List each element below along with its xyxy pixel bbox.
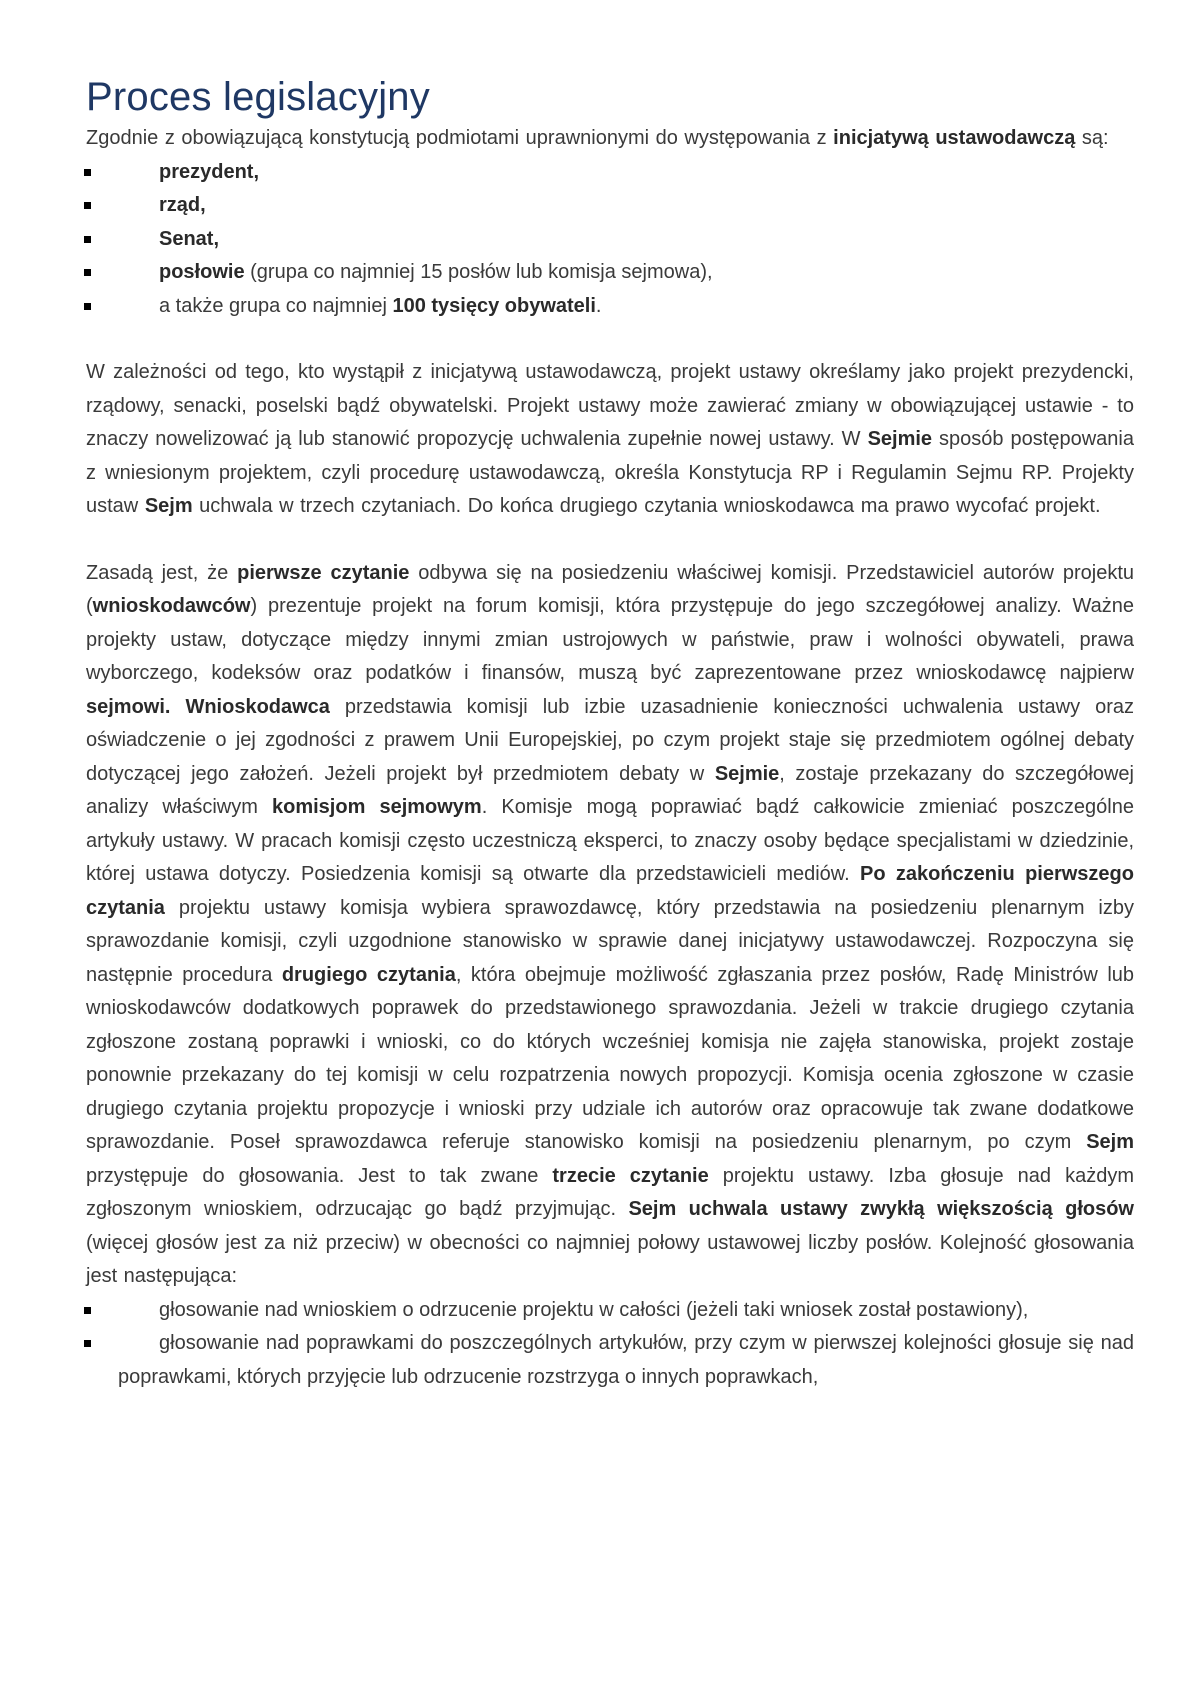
bullet-icon <box>84 169 91 176</box>
bold-text: sejmowi. Wnioskodawca <box>86 695 330 718</box>
text-run: Zasadą jest, że <box>86 561 238 584</box>
bold-text: Sejm <box>144 495 193 517</box>
bold-text: Senat, <box>159 227 220 250</box>
text-run: przystępuje do głosowania. Jest to tak zwane <box>86 1164 553 1187</box>
bullet-icon <box>84 236 91 243</box>
text-run: przedstawia komisji lub izbie uzasadnienie konieczności uchwalenia ustawy oraz oświadczenie o jej zgodności z prawem Unii Europejskiej, po czym projekt staje się przedmiotem ogólnej debaty dotyczącej jego założeń. Jeżeli projekt był przedmiotem debaty w <box>86 695 1134 785</box>
voting-order-list <box>86 1294 1134 1395</box>
text-run: . <box>595 294 602 317</box>
text-run: , zostaje przekazany do szczegółowej analizy właściwym <box>86 762 1134 818</box>
text-run: . Komisje mogą poprawiać bądź całkowicie zmieniać poszczególne artykuły ustawy. W pracach komisji często uczestniczą eksperci, to znaczy osoby będące specjalistami w dziedzinie, której ustawa dotyczy. Posiedzenia komisji są otwarte dla przedstawicieli mediów. <box>86 796 1134 885</box>
text-run: , która obejmuje możliwość zgłaszania przez posłów, Radę Ministrów lub wnioskodawców dodatkowych poprawek do przedstawionego sprawozdania. Jeżeli w trakcie drugiego czytania zgłoszone zostaną poprawki i wnioski, co do których wcześniej komisja nie zajęła stanowiska, projekt zostaje ponownie przekazany do tej komisji w celu rozpatrzenia nowych propozycji. Komisja ocenia zgłoszone w czasie drugiego czytania projektu propozycje i wnioski przy udziale ich autorów oraz opracowuje tak zwane dodatkowe sprawozdanie. Poseł sprawozdawca referuje stanowisko komisji na posiedzeniu plenarnym, po czym <box>86 963 1135 1153</box>
bold-text: 100 tysięcy obywateli <box>392 294 596 317</box>
bold-text: Sejmie <box>714 762 780 785</box>
paragraph-readings <box>86 557 1134 1294</box>
text-run: odbywa się na posiedzeniu właściwej komisji. Przedstawiciel autorów projektu ( <box>86 561 1134 617</box>
bold-text: Sejm <box>1086 1131 1134 1153</box>
text-run: a także grupa co najmniej <box>159 294 393 317</box>
text-run: projektu ustawy. Izba głosuje nad każdym zgłoszonym wnioskiem, odrzucając go bądź przyjmując. <box>86 1164 1134 1220</box>
text-run: sposób postępowania z wniesionym projektem, czyli procedurę ustawodawczą, określa Konstytucja RP i Regulamin Sejmu RP. Projekty ustaw <box>86 428 1134 517</box>
text-run: ) prezentuje projekt na forum komisji, która przystępuje do jego szczegółowej analizy. Ważne projekty ustaw, dotyczące między innymi zmian ustrojowych w państwie, praw i wolności obywateli, prawa wyborczego, kodeksów oraz podatków i finansów, muszą być zaprezentowane przez wnioskodawcę najpierw <box>86 595 1134 684</box>
bold-text: prezydent, <box>159 160 260 183</box>
text-run: projektu ustawy komisja wybiera sprawozdawcę, który przedstawia na posiedzeniu plenarnym izby sprawozdanie komisji, czyli uzgodnione stanowisko w sprawie danej inicjatywy ustawodawczej. Rozpoczyna się następnie procedura <box>86 896 1134 986</box>
intro-paragraph <box>86 122 1134 156</box>
initiators-list <box>86 156 1134 324</box>
list-item <box>86 256 1134 290</box>
bold-text: Sejmie <box>867 428 933 450</box>
text-run: (więcej głosów jest za niż przeciw) w obecności co najmniej połowy ustawowej liczby posłów. Kolejność głosowania jest następująca: <box>86 1231 1134 1287</box>
list-item: głosowanie nad wnioskiem o odrzucenie projektu w całości (jeżeli taki wniosek został postawiony), <box>86 1294 1134 1328</box>
bullet-icon <box>84 269 91 276</box>
paragraph-project-types <box>86 356 1134 524</box>
text-run: Zgodnie z obowiązującą konstytucją podmiotami uprawnionymi do występowania z <box>86 127 834 149</box>
list-item <box>86 189 1134 223</box>
bullet-icon <box>84 1340 91 1347</box>
bold-text: posłowie <box>159 261 245 283</box>
bullet-icon <box>84 303 91 310</box>
bullet-icon <box>84 1307 91 1314</box>
document-page <box>86 72 1134 1394</box>
bold-text: trzecie czytanie <box>552 1164 709 1187</box>
text-run: (grupa co najmniej 15 posłów lub komisja sejmowa), <box>244 261 713 283</box>
bullet-icon <box>84 202 91 209</box>
list-item: głosowanie nad poprawkami do poszczególnych artykułów, przy czym w pierwszej kolejności głosuje się nad poprawkami, których przyjęcie lub odrzucenie rozstrzyga o innych poprawkach, <box>86 1327 1134 1394</box>
bold-text: pierwsze czytanie <box>237 561 410 584</box>
text-run: W zależności od tego, kto wystąpił z inicjatywą ustawodawczą, projekt ustawy określamy jako projekt prezydencki, rządowy, senacki, poselski bądź obywatelski. Projekt ustawy może zawierać zmiany w obowiązującej ustawie - to znaczy nowelizować ją lub stanowić propozycję uchwalenia zupełnie nowej ustawy. W <box>86 361 1134 450</box>
bold-text: wnioskodawców <box>92 595 251 617</box>
bold-text: inicjatywą ustawodawczą <box>833 127 1076 149</box>
text-run: uchwala w trzech czytaniach. Do końca drugiego czytania wnioskodawca ma prawo wycofać projekt. <box>192 495 1101 517</box>
bold-text: komisjom sejmowym <box>272 796 482 818</box>
list-item <box>86 290 1134 324</box>
page-title: Proces legislacyjny <box>86 75 430 119</box>
bold-text: drugiego czytania <box>281 963 456 986</box>
bold-text: rząd, <box>159 194 206 216</box>
text-run: są: <box>1075 127 1109 149</box>
bold-text: Po zakończeniu pierwszego czytania <box>86 863 1134 919</box>
list-item <box>86 223 1134 257</box>
list-item <box>86 156 1134 190</box>
bold-text: Sejm uchwala ustawy zwykłą większością głosów <box>628 1198 1134 1220</box>
